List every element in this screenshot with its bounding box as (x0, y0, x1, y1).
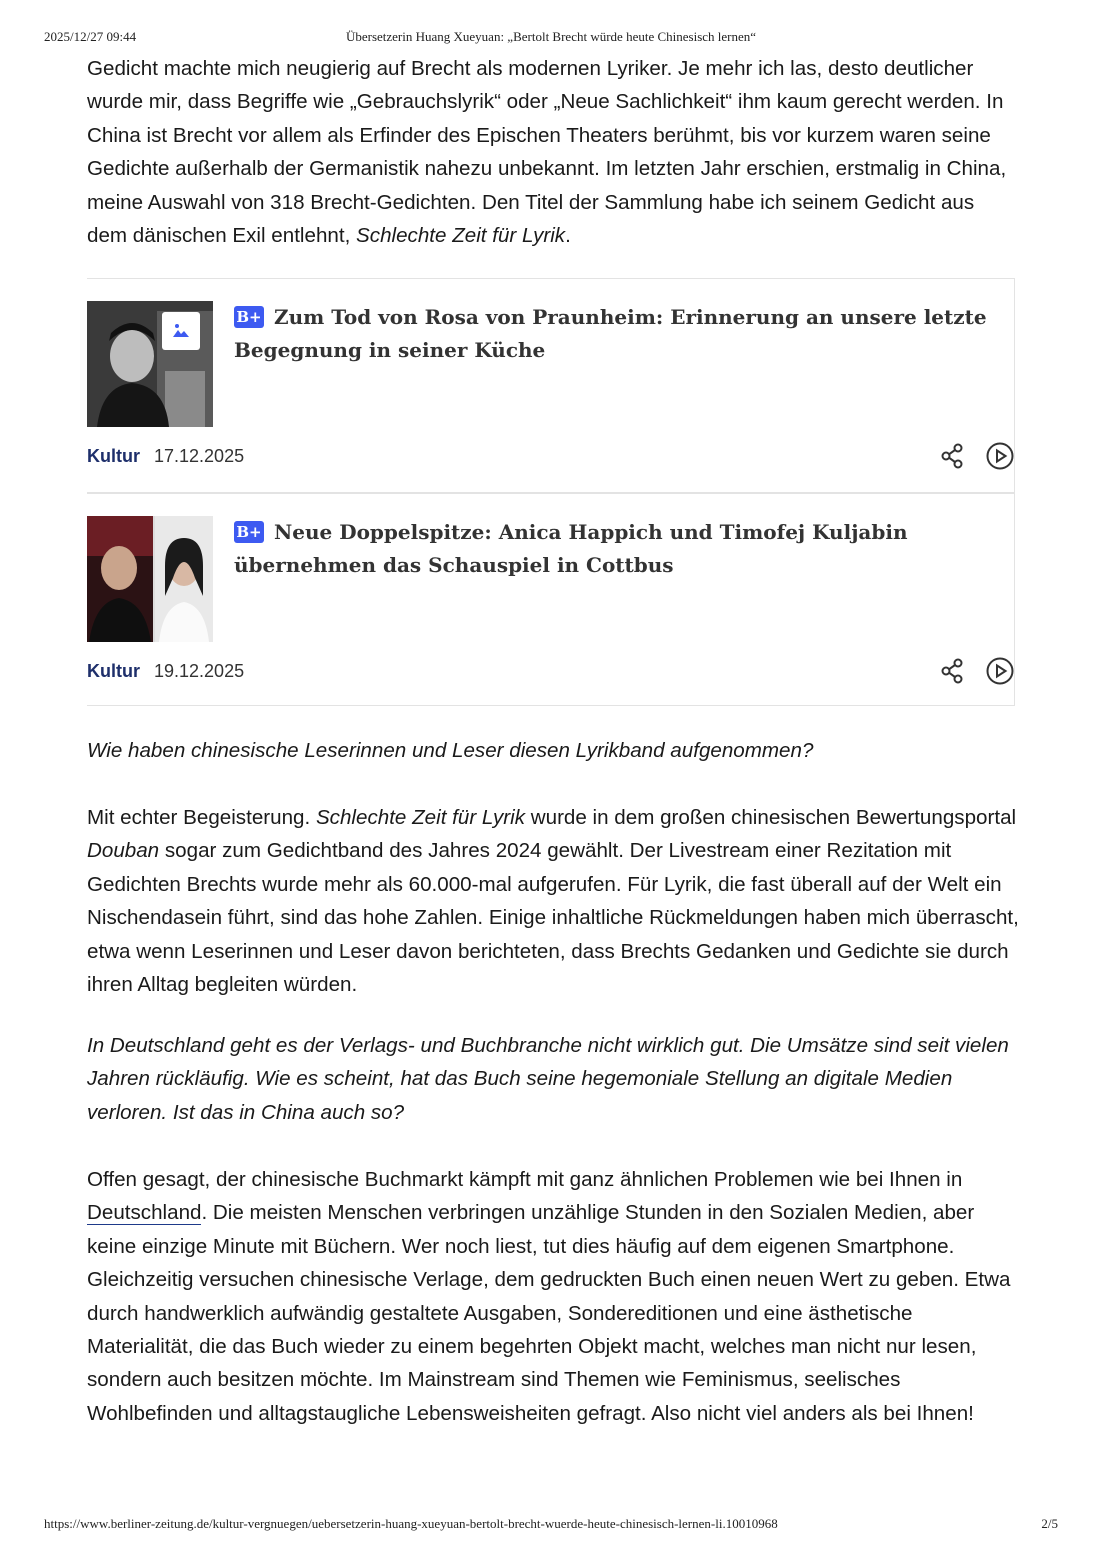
teaser-actions (923, 656, 1015, 686)
plus-badge-icon: B+ (234, 521, 264, 543)
plus-badge-icon: B+ (234, 306, 264, 328)
teaser-thumbnail[interactable] (87, 516, 213, 642)
share-icon[interactable] (937, 656, 967, 686)
teaser-meta (87, 444, 244, 468)
teaser-date: 19.12.2025 (154, 661, 245, 681)
print-header (44, 29, 1058, 47)
page-number: 2/5 (1041, 1516, 1058, 1531)
interview-question: In Deutschland geht es der Verlags- und Buchbranche nicht wirklich gut. Die Umsätze sind seit vielen Jahren rückläufig. Wie es scheint, hat das Buch seine hegemoniale Stellung an digitale Medien verloren. Ist das in China auch so? (87, 1034, 1009, 1124)
image-gallery-icon (162, 312, 200, 350)
teaser-meta (87, 659, 244, 683)
section-label[interactable]: Kultur (87, 661, 140, 681)
print-datetime: 2025/12/27 09:44 (44, 29, 137, 44)
teaser-card[interactable] (87, 492, 1015, 707)
print-footer (44, 1516, 1058, 1534)
paragraph-brecht-lyrics: Gedicht machte mich neugierig auf Brecht als modernen Lyriker. Je mehr ich las, desto deutlicher wurde mir, dass Begriffe wie „Gebrauchslyrik“ oder „Neue Sachlichkeit“ ihm kaum gerecht werden. In China ist Brecht vor allem als Erfinder des Epischen Theaters berühmt, bis vor kurzem waren seine Gedichte außerhalb der Germanistik nahezu unbekannt. Im letzten Jahr erschien, erstmalig in China, meine Auswahl von 318 Brecht-Gedichten. Den Titel der Sammlung habe ich seinem Gedicht aus dem dänischen Exil entlehnt, Schlechte Zeit für Lyrik. (87, 57, 1007, 248)
section-label[interactable]: Kultur (87, 446, 140, 466)
interview-answer: Offen gesagt, der chinesische Buchmarkt kämpft mit ganz ähnlichen Problemen wie bei Ihnen in Deutschland. Die meisten Menschen verbringen unzählige Stunden in den Sozialen Medien, aber keine einzige Minute mit Büchern. Wer noch liest, tut dies häufig auf dem eigenen Smartphone. Gleichzeitig versuchen chinesische Verlage, dem gedruckten Buch einen neuen Wert zu geben. Etwa durch handwerklich aufwändig gestaltete Ausgaben, Sondereditionen und eine ästhetische Materialität, die das Buch wieder zu einem begehrten Objekt macht, welches man nicht nur lesen, sondern auch besitzen möchte. Im Mainstream sind Themen wie Feminismus, seelisches Wohlbefinden und alltagstaugliche Lebensweisheiten gefragt. Also nicht viel anders als bei Ihnen! (87, 1168, 1011, 1425)
teaser-headline[interactable]: B+ Zum Tod von Rosa von Praunheim: Erinnerung an unsere letzte Begegnung in seiner Küche (234, 305, 987, 362)
interview-question: Wie haben chinesische Leserinnen und Leser diesen Lyrikband aufgenommen? (87, 739, 814, 762)
teaser-actions (923, 441, 1015, 471)
interview-answer: Mit echter Begeisterung. Schlechte Zeit für Lyrik wurde in dem großen chinesischen Bewertungsportal Douban sogar zum Gedichtband des Jahres 2024 gewählt. Der Livestream einer Rezitation mit Gedichten Brechts wurde mehr als 60.000-mal aufgerufen. Für Lyrik, die fast überall auf der Welt ein Nischendasein führt, sind das hohe Zahlen. Einige inhaltliche Rückmeldungen haben mich überrascht, etwa wenn Leserinnen und Leser davon berichteten, dass Brechts Gedanken und Gedichte sie durch ihren Alltag begleiten würden. (87, 806, 1019, 997)
print-title: Übersetzerin Huang Xueyuan: „Bertolt Brecht würde heute Chinesisch lernen“ (345, 29, 757, 44)
play-circle-icon[interactable] (985, 656, 1015, 686)
portrait-photo (87, 516, 213, 642)
related-articles (87, 278, 1015, 706)
print-url: https://www.berliner-zeitung.de/kultur-vergnuegen/uebersetzerin-huang-xueyuan-bertolt-brecht-wuerde-heute-chinesisch-lernen-li.10010968 (44, 1516, 778, 1531)
play-circle-icon[interactable] (985, 441, 1015, 471)
teaser-headline[interactable]: B+ Neue Doppelspitze: Anica Happich und Timofej Kuljabin übernehmen das Schauspiel in Cottbus (234, 520, 908, 577)
teaser-date: 17.12.2025 (154, 446, 245, 466)
teaser-thumbnail[interactable] (87, 301, 213, 427)
share-icon[interactable] (937, 441, 967, 471)
teaser-card[interactable] (87, 279, 1015, 492)
book-title: Schlechte Zeit für Lyrik (356, 224, 566, 248)
link-deutschland[interactable]: Deutschland (87, 1201, 202, 1225)
